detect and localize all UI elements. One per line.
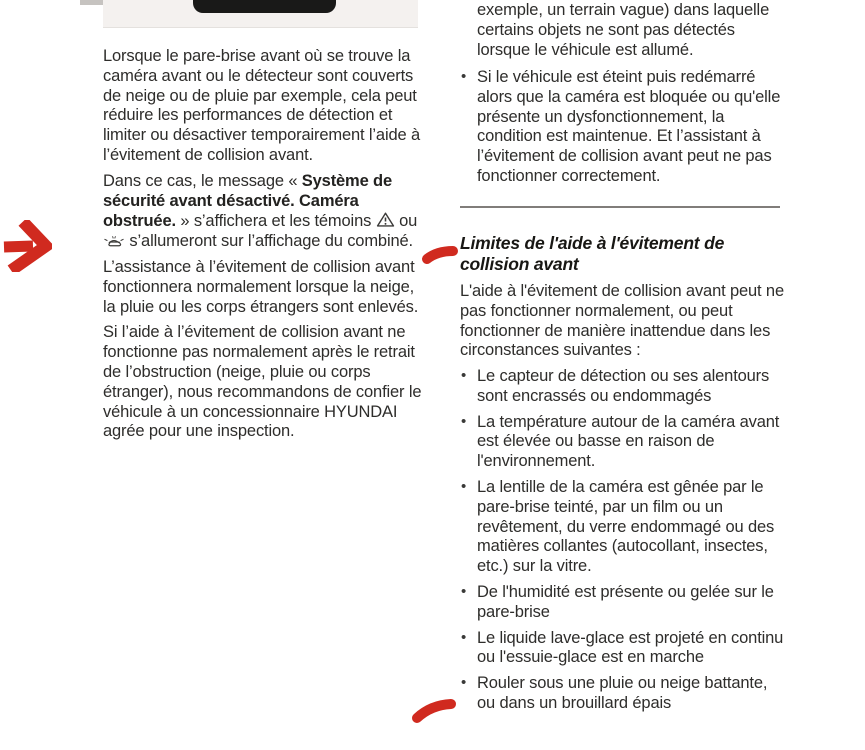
list-item-text: Le liquide lave-glace est projeté en continu ou l'essuie-glace est en marche — [477, 628, 784, 667]
bullet-dot: • — [461, 68, 467, 85]
section-heading: Limites de l'aide à l'évitement de collision avant — [460, 233, 725, 274]
para-camera-blocked: Lorsque le pare-brise avant où se trouve la caméra avant ou le détecteur sont couverts de neige ou de pluie par exemple, cela peut réduire les performances de détection et limiter ou désactiver temporairement l’aide à l’évitement de collision avant. — [103, 47, 420, 164]
para-message-post: s’allumeront sur l’affichage du combiné. — [125, 232, 413, 251]
list-item — [460, 68, 787, 187]
bullet-dot: • — [461, 628, 467, 646]
bullet-dot: • — [461, 412, 467, 430]
para-message-or: ou — [394, 212, 418, 231]
list-item — [460, 674, 787, 714]
red-arrow-annotation — [2, 220, 52, 272]
bullet-dot: • — [461, 367, 467, 384]
list-item — [460, 583, 787, 623]
list-item — [460, 478, 787, 577]
forward-safety-indicator-icon — [103, 234, 125, 248]
red-dash-annotation-heading — [421, 244, 461, 266]
warning-triangle-icon — [376, 211, 395, 228]
figure-dark-notch — [193, 0, 336, 13]
section-divider — [460, 206, 780, 208]
para-dealer-inspection: Si l’aide à l’évitement de collision avant ne fonctionne pas normalement après le retrait de l’obstruction (neige, pluie ou corps étranger), nous recommandons de confier le véhicule à un concessionnaire HYUNDAI agrée pour une inspection. — [103, 323, 422, 441]
list-item-text: Le capteur de détection ou ses alentours sont encrassés ou endommagés — [477, 367, 770, 405]
list-item-text: La température autour de la caméra avant est élevée ou basse en raison de l'environnement. — [477, 412, 780, 471]
red-dash-annotation-bullet — [411, 697, 459, 725]
right-column — [460, 0, 787, 750]
list-item-text: Rouler sous une pluie ou neige battante, ou dans un brouillard épais — [477, 674, 768, 712]
bullet-dot: • — [461, 674, 467, 692]
para-continuation: exemple, un terrain vague) dans laquelle certains objets ne sont pas détectés lorsque le véhicule est allumé. — [477, 1, 770, 59]
top-bullet-list — [460, 68, 787, 193]
para-normal-operation: L’assistance à l’évitement de collision avant fonctionnera normalement lorsque la neige, la pluie ou les corps étrangers sont enlevés. — [103, 257, 419, 316]
para-limits-intro: L'aide à l'évitement de collision avant peut ne pas fonctionner normalement, ou peut fonctionner de manière inattendue dans les circonstances suivantes : — [460, 282, 784, 360]
list-item-text: Si le véhicule est éteint puis redémarré alors que la caméra est bloquée ou qu'elle présente un dysfonctionnement, la condition est maintenue. Et l’assistant à l’évitement de collision avant peut ne pas fonctionner correctement. — [477, 68, 781, 185]
list-item — [460, 367, 787, 407]
bullet-dot: • — [461, 582, 467, 600]
figure-fragment — [80, 0, 103, 5]
list-item-text: De l'humidité est présente ou gelée sur le pare-brise — [477, 582, 774, 621]
list-item — [460, 413, 787, 472]
list-item-text: La lentille de la caméra est gênée par le pare-brise teinté, par un film ou un revêtement, du verre endommagé ou des matières collantes (autocollant, insectes, etc.) sur la vitre. — [477, 477, 775, 576]
left-column — [103, 47, 430, 448]
para-message-mid: » s’affichera et les témoins — [175, 212, 376, 231]
warning-message-text: Système de sécurité avant désactivé. Caméra obstruée. — [103, 171, 392, 231]
cropped-figure — [103, 0, 418, 28]
list-item — [460, 629, 787, 669]
limits-list — [460, 367, 787, 720]
para-message-pre: Dans ce cas, le message « — [103, 171, 302, 190]
bullet-dot: • — [461, 477, 467, 495]
para-message-display — [103, 172, 430, 252]
